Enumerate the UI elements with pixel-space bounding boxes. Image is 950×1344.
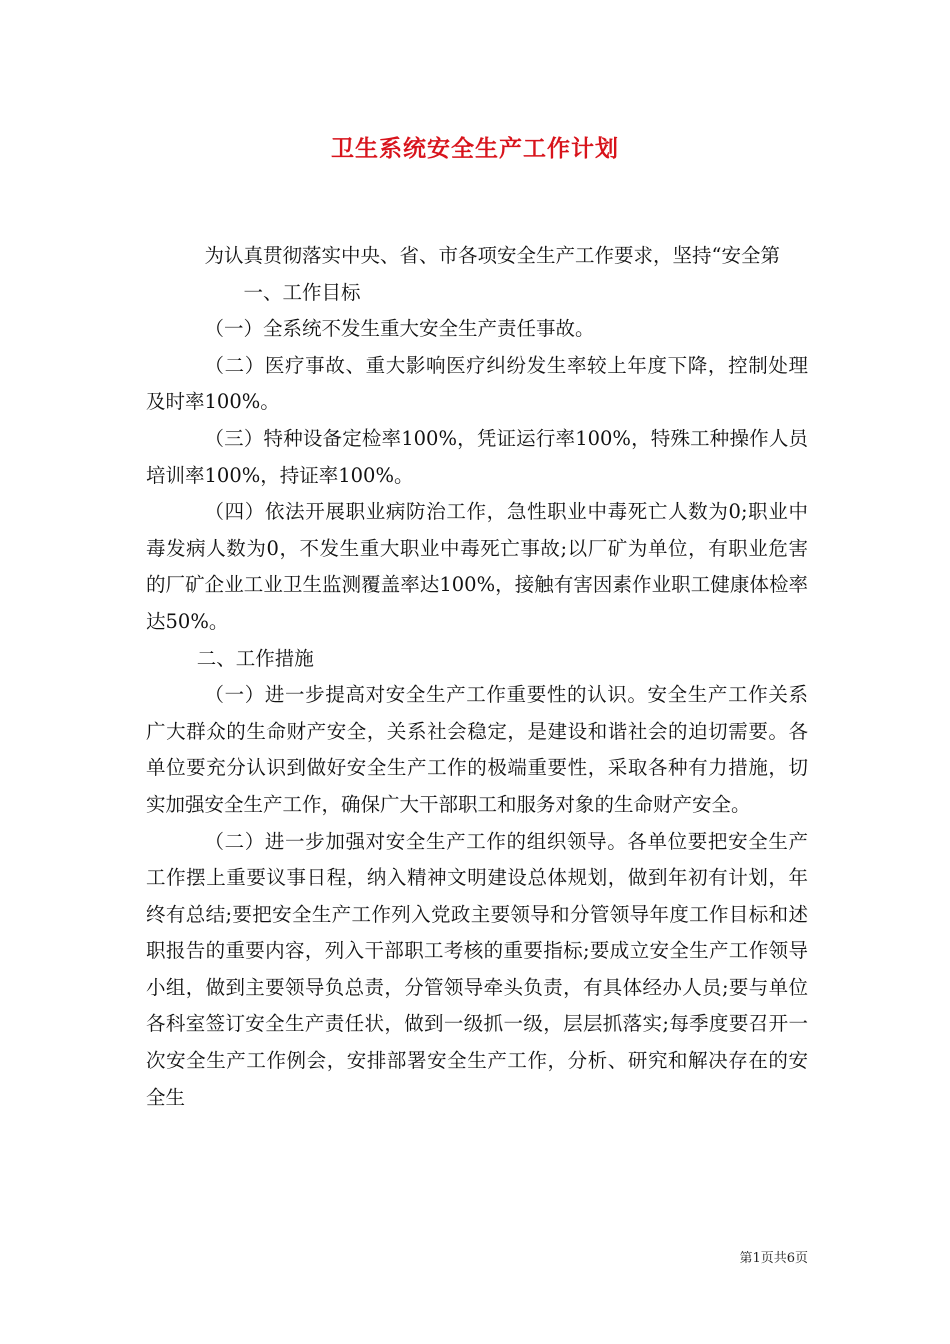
paragraph-goal-3: （三）特种设备定检率100%，凭证运行率100%，特殊工种操作人员培训率100%，持证率100%。: [146, 426, 808, 487]
paragraph-measure-1: （一）进一步提高对安全生产工作重要性的认识。安全生产工作关系广大群众的生命财产安全，关系社会稳定，是建设和谐社会的迫切需要。各单位要充分认识到做好安全生产工作的极端重要性，采取各种有力措施，切实加强安全生产工作，确保广大干部职工和服务对象的生命财产安全。: [146, 683, 808, 816]
paragraph-goal-2: （二）医疗事故、重大影响医疗纠纷发生率较上年度下降，控制处理及时率100%。: [146, 353, 808, 414]
paragraph-goal-4: （四）依法开展职业病防治工作，急性职业中毒死亡人数为0;职业中毒发病人数为0，不发生重大职业中毒死亡事故;以厂矿为单位，有职业危害的厂矿企业工业卫生监测覆盖率达100%，接触有害因素作业职工健康体检率达50%。: [146, 500, 808, 633]
paragraph-measure-2: （二）进一步加强对安全生产工作的组织领导。各单位要把安全生产工作摆上重要议事日程，纳入精神文明建设总体规划，做到年初有计划，年终有总结;要把安全生产工作列入党政主要领导和分管领导年度工作目标和述职报告的重要内容，列入干部职工考核的重要指标;要成立安全生产工作领导小组，做到主要领导负总责，分管领导牵头负责，有具体经办人员;要与单位各科室签订安全生产责任状，做到一级抓一级，层层抓落实;每季度要召开一次安全生产工作例会，安排部署安全生产工作，分析、研究和解决存在的安全生: [146, 829, 808, 1109]
heading-work-goals: 一、工作目标: [243, 280, 361, 304]
document-title: 卫生系统安全生产工作计划: [331, 135, 619, 162]
page-number-footer: 第1页共6页: [739, 1251, 808, 1266]
paragraph-intro: 为认真贯彻落实中央、省、市各项安全生产工作要求，坚持“安全第: [204, 244, 780, 267]
paragraph-goal-1: （一）全系统不发生重大安全生产责任事故。: [204, 317, 595, 341]
document-body: [146, 238, 808, 1116]
heading-work-measures: 二、工作措施: [196, 646, 314, 670]
